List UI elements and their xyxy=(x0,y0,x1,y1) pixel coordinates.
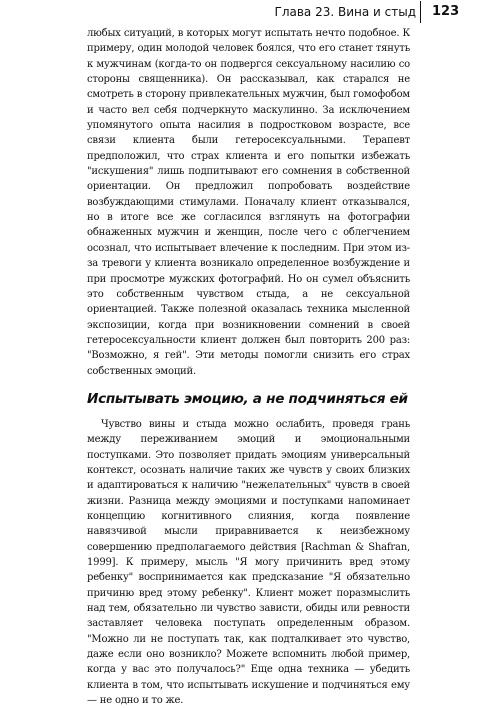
paragraph: Чувство вины и стыда можно ослабить, проведя грань между переживанием эмоций и эмоциональными поступками. Это позволяет придать эмоциям универсальный контекст, осознать наличие таких же чувств у своих близких и адаптироваться к наличию "нежелательных" чувств в своей жизни. Разница между эмоциями и поступками напоминает концепцию когнитивного слияния, когда появление навязчивой мысли приравнивается к неизбежному совершению предполагаемого действия [Rachman & Shafran, 1999]. К примеру, мысль "Я могу причинить вред этому ребенку" воспринимается как предсказание "Я обязательно причиню вред этому ребенку". Клиент может поразмыслить над тем, обязательно ли чувство зависти, обиды или ревности заставляет человека поступать определенным образом. "Можно ли не поступать так, как подталкивает это чувство, даже если оно возникло? Можете вспомнить любой пример, когда у вас это получалось?" Еще одна техника — убедить клиента в том, что испытывать искушение и подчиняться ему — не одно и то же. xyxy=(87,418,410,707)
section-heading: Испытывать эмоцию, а не подчиняться ей xyxy=(87,390,408,407)
paragraph-continued: любых ситуаций, в которых могут испытать нечто подобное. К примеру, один молодой человек боялся, что его станет тянуть к мужчинам (когда-то он подвергся сексуальному насилию со стороны священника). Он рассказывал, как старался не смотреть в сторону привлекательных мужчин, был гомофобом и часто вел себя подчеркнуто маскулинно. За исключением упомянутого опыта насилия в подростковом возрасте, все связи клиента были гетеросексуальными. Терапевт предположил, что страх клиента и его попытки избежать "искушения" лишь подпитывают его сомнения в собственной ориентации. Он предложил попробовать воздействие возбуждающими стимулами. Поначалу клиент отказывался, но в итоге все же согласился взглянуть на фотографии обнаженных мужчин и женщин, после чего с облегчением осознал, что испытывает влечение к последним. При этом из-за тревоги у клиента возникало определенное возбуждение и при просмотре мужских фотографий. Но он сумел объяснить это собственным чувством стыда, а не сексуальной ориентацией. Также полезной оказалась техника мысленной экспозиции, когда при возникновении сомнений в своей гетеросексуальности клиент должен был повторить 200 раз: "Возможно, я гей". Эти методы помогли снизить его страх собственных эмоций. xyxy=(87,28,410,377)
header-divider xyxy=(420,1,421,23)
page-body xyxy=(87,26,410,708)
running-header xyxy=(0,0,500,26)
page-number: 123 xyxy=(432,4,460,19)
chapter-title: Глава 23. Вина и стыд xyxy=(274,5,416,19)
